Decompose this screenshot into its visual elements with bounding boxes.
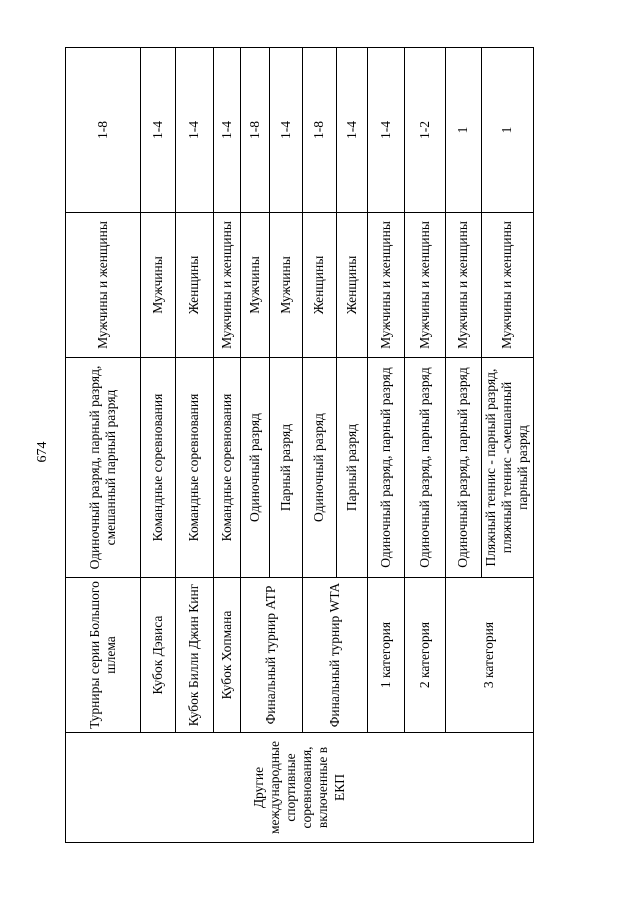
rotated-table-container [65, 48, 530, 843]
program-cell: Одиночный разряд [303, 358, 337, 578]
gender-cell: Женщины [337, 213, 368, 358]
places-cell: 1-4 [368, 48, 405, 213]
competition-cell: Кубок Билли Джин Кинг [176, 578, 214, 733]
table-row [303, 48, 337, 843]
competition-cell: Финальный турнир WTA [303, 578, 368, 733]
table-row [141, 48, 176, 843]
program-cell: Одиночный разряд, парный разряд [446, 358, 482, 578]
gender-cell: Мужчины [270, 213, 303, 358]
gender-cell: Мужчины и женщины [405, 213, 446, 358]
places-cell: 1-8 [66, 48, 141, 213]
program-cell: Парный разряд [337, 358, 368, 578]
places-cell: 1-2 [405, 48, 446, 213]
program-cell: Одиночный разряд, парный разряд [405, 358, 446, 578]
table-row [66, 48, 141, 843]
competition-cell: 3 категория [446, 578, 534, 733]
gender-cell: Мужчины и женщины [446, 213, 482, 358]
program-cell: Одиночный разряд [241, 358, 270, 578]
gender-cell: Мужчины [241, 213, 270, 358]
gender-cell: Мужчины [141, 213, 176, 358]
table-row [405, 48, 446, 843]
gender-cell: Мужчины и женщины [482, 213, 534, 358]
program-cell: Командные соревнования [176, 358, 214, 578]
competition-cell: Турниры серии Большого шлема [66, 578, 141, 733]
places-cell: 1 [446, 48, 482, 213]
program-cell: Одиночный разряд, парный разряд, смешанный парный разряд [66, 358, 141, 578]
table-row [241, 48, 270, 843]
places-cell: 1-8 [303, 48, 337, 213]
group-label-cell: Другие международные спортивные соревнования, включенные в ЕКП [66, 733, 534, 843]
gender-cell: Женщины [176, 213, 214, 358]
program-cell: Парный разряд [270, 358, 303, 578]
gender-cell: Мужчины и женщины [66, 213, 141, 358]
gender-cell: Женщины [303, 213, 337, 358]
table-row [446, 48, 482, 843]
competition-cell: Финальный турнир ATP [241, 578, 303, 733]
competition-cell: 2 категория [405, 578, 446, 733]
places-cell: 1-4 [337, 48, 368, 213]
program-cell: Пляжный теннис - парный разряд, пляжный теннис -смешанный парный разряд [482, 358, 534, 578]
program-cell: Командные соревнования [214, 358, 241, 578]
program-cell: Одиночный разряд, парный разряд [368, 358, 405, 578]
places-cell: 1-4 [270, 48, 303, 213]
competition-cell: 1 категория [368, 578, 405, 733]
places-cell: 1-4 [176, 48, 214, 213]
gender-cell: Мужчины и женщины [214, 213, 241, 358]
program-cell: Командные соревнования [141, 358, 176, 578]
places-cell: 1-8 [241, 48, 270, 213]
table-row [214, 48, 241, 843]
competition-cell: Кубок Дэвиса [141, 578, 176, 733]
table-row [368, 48, 405, 843]
gender-cell: Мужчины и женщины [368, 213, 405, 358]
places-cell: 1 [482, 48, 534, 213]
table-row [176, 48, 214, 843]
competition-cell: Кубок Хопмана [214, 578, 241, 733]
places-cell: 1-4 [214, 48, 241, 213]
page-number: 674 [35, 441, 50, 463]
places-cell: 1-4 [141, 48, 176, 213]
competitions-table [65, 47, 534, 843]
